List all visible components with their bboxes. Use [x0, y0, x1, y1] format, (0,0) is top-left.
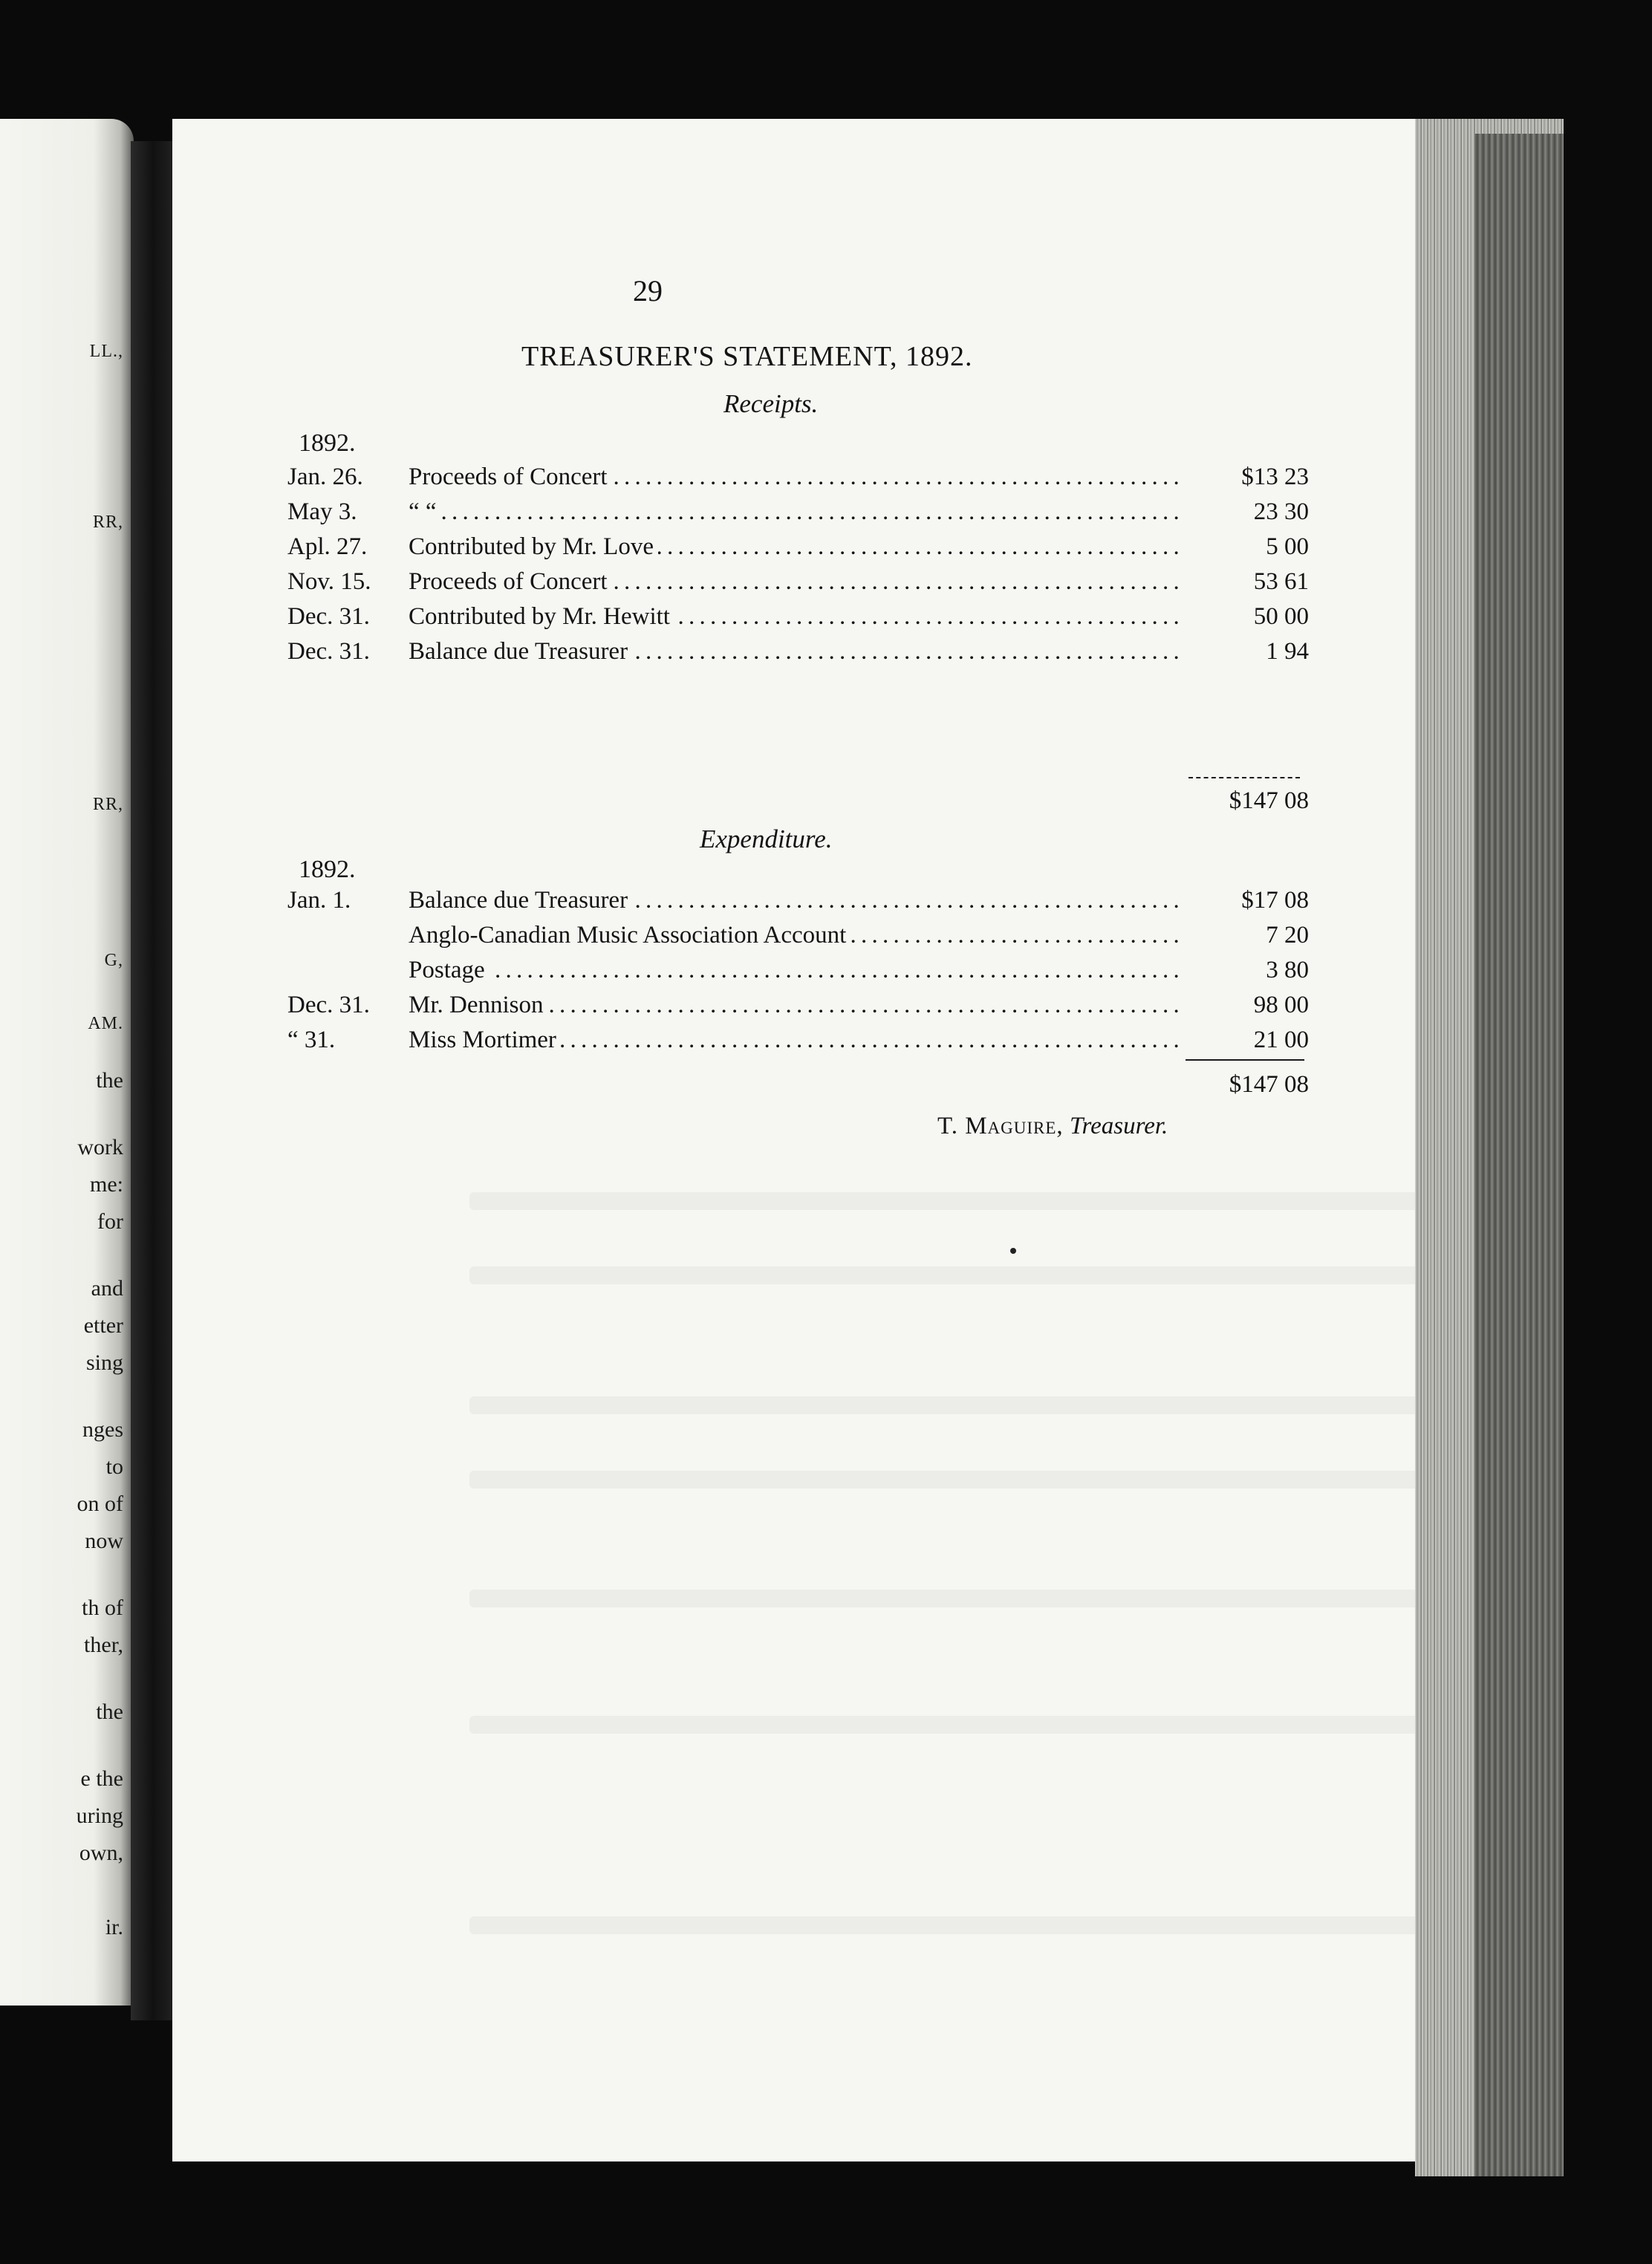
- entry-description: [409, 568, 1181, 596]
- entry-description: [409, 638, 1181, 666]
- entry-description-text: Contributed by Mr. Love: [409, 533, 658, 560]
- facing-page-fragment: RR,: [92, 795, 123, 814]
- entry-description-text: “ “: [409, 498, 441, 525]
- entry-date: May 3.: [287, 498, 357, 525]
- entry-date: Jan. 26.: [287, 463, 363, 490]
- entry-description-text: Proceeds of Concert: [409, 463, 612, 490]
- bleed-through-line: [469, 1266, 1435, 1284]
- entry-date: Nov. 15.: [287, 568, 371, 595]
- facing-page-fragment: AM.: [88, 1014, 123, 1033]
- facing-page-fragment: and: [91, 1276, 123, 1301]
- entry-description-text: Postage: [409, 957, 490, 983]
- facing-page-left: [0, 119, 134, 2006]
- facing-page-fragment: work: [77, 1135, 123, 1159]
- signature-name: T. Maguire,: [937, 1113, 1064, 1139]
- facing-page-fragment: LL.,: [89, 342, 123, 361]
- entry-description: [409, 1027, 1181, 1054]
- facing-page-fragment: th of: [82, 1595, 123, 1620]
- entry-amount: 50 00: [1183, 603, 1309, 631]
- facing-page-fragment: G,: [104, 951, 123, 970]
- book-gutter: [131, 141, 175, 2020]
- entry-amount: 98 00: [1183, 992, 1309, 1019]
- receipts-heading: Receipts.: [723, 389, 819, 418]
- entry-description: [409, 992, 1181, 1019]
- entry-date: Dec. 31.: [287, 638, 370, 665]
- entry-amount: 1 94: [1183, 638, 1309, 666]
- entry-amount: 7 20: [1183, 922, 1309, 949]
- treasurer-signature: [937, 1113, 1168, 1140]
- entry-amount: 21 00: [1183, 1027, 1309, 1054]
- bleed-through-line: [469, 1716, 1435, 1734]
- expenditure-total: $147 08: [1229, 1071, 1309, 1098]
- entry-date: Dec. 31.: [287, 992, 370, 1018]
- entry-description: [409, 957, 1181, 984]
- facing-page-fragment: own,: [79, 1841, 123, 1865]
- facing-page-fragment: now: [85, 1529, 123, 1553]
- entry-description-text: Mr. Dennison: [409, 992, 548, 1018]
- entry-description: [409, 463, 1181, 491]
- facing-page-fragment: on of: [77, 1492, 123, 1516]
- expenditure-heading: Expenditure.: [700, 824, 833, 853]
- entry-amount: 5 00: [1183, 533, 1309, 561]
- page: [172, 119, 1420, 2161]
- facing-page-fragment: ir.: [105, 1915, 123, 1939]
- bleed-through-line: [469, 1192, 1435, 1210]
- entry-date: “ 31.: [287, 1027, 336, 1053]
- entry-amount: 53 61: [1183, 568, 1309, 596]
- facing-page-fragment: e the: [80, 1766, 123, 1791]
- entry-description-text: Miss Mortimer: [409, 1027, 561, 1053]
- entry-description-text: Balance due Treasurer: [409, 887, 632, 914]
- entry-description: [409, 533, 1181, 561]
- entry-description-text: Balance due Treasurer: [409, 638, 632, 665]
- bleed-through-line: [469, 1916, 1435, 1934]
- facing-page-fragment: to: [105, 1454, 123, 1479]
- page-content: [172, 119, 1420, 2161]
- entry-description: [409, 922, 1181, 949]
- facing-page-fragment: the: [96, 1699, 123, 1724]
- entry-description-text: Contributed by Mr. Hewitt: [409, 603, 674, 630]
- facing-page-fragment: for: [97, 1209, 123, 1234]
- entry-description: [409, 887, 1181, 914]
- facing-page-fragment: ther,: [84, 1633, 123, 1657]
- entry-date: Dec. 31.: [287, 603, 370, 630]
- expenditure-year: 1892.: [299, 856, 356, 883]
- entry-description-text: Proceeds of Concert: [409, 568, 612, 595]
- signature-role: Treasurer.: [1069, 1113, 1168, 1139]
- bleed-through-line: [469, 1396, 1435, 1414]
- facing-page-fragment: uring: [76, 1803, 123, 1828]
- entry-amount: 3 80: [1183, 957, 1309, 984]
- facing-page-fragment: the: [96, 1068, 123, 1093]
- expenditure-total-rule: [1186, 1059, 1304, 1061]
- bleed-through-line: [469, 1590, 1435, 1607]
- entry-date: Apl. 27.: [287, 533, 368, 560]
- entry-date: Jan. 1.: [287, 887, 351, 914]
- receipts-total: $147 08: [1229, 787, 1309, 814]
- page-title: TREASURER'S STATEMENT, 1892.: [521, 341, 973, 372]
- facing-page-fragment: sing: [85, 1350, 123, 1375]
- facing-page-fragment: nges: [82, 1417, 123, 1442]
- entry-amount: $13 23: [1183, 463, 1309, 491]
- receipts-year: 1892.: [299, 429, 356, 457]
- entry-description: [409, 498, 1181, 526]
- entry-amount: 23 30: [1183, 498, 1309, 526]
- bleed-through-line: [469, 1471, 1435, 1489]
- page-number: 29: [633, 274, 663, 308]
- ink-speck: [1010, 1248, 1016, 1254]
- entry-amount: $17 08: [1183, 887, 1309, 914]
- facing-page-fragment: me:: [90, 1172, 123, 1197]
- entry-description: [409, 603, 1181, 631]
- facing-page-fragment: RR,: [92, 513, 123, 532]
- page-edges-shadow: [1474, 134, 1564, 2176]
- receipts-total-rule: [1188, 777, 1300, 778]
- entry-description-text: Anglo-Canadian Music Association Account: [409, 922, 851, 949]
- facing-page-fragment: etter: [83, 1313, 123, 1338]
